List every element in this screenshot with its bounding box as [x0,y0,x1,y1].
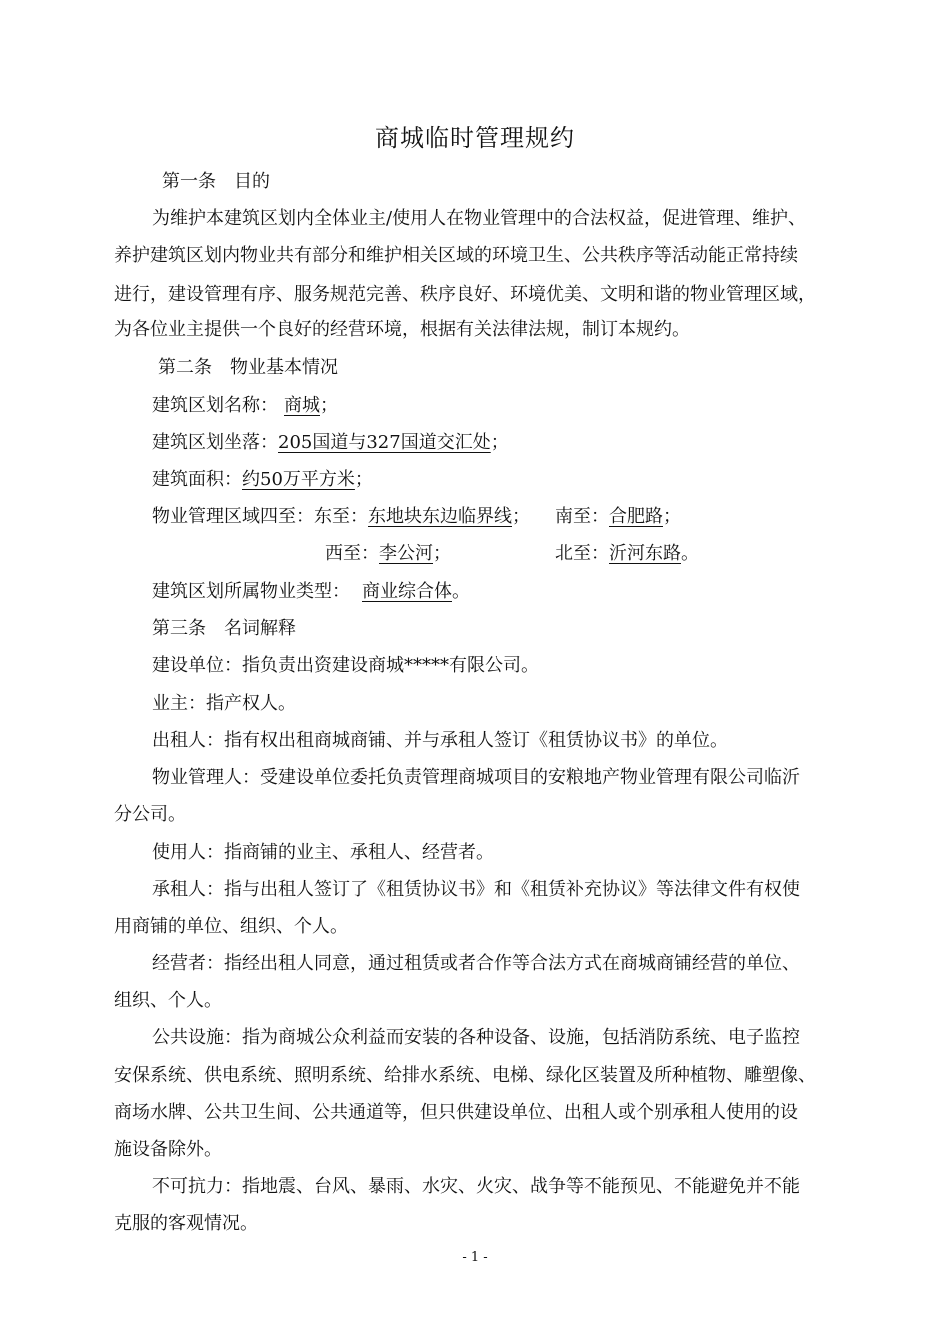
article-1-line: 养护建筑区划内物业共有部分和维护相关区域的环境卫生、公共秩序等活动能正常持续 [114,245,798,266]
page-number: - 1 - [462,1250,488,1265]
article-1-line: 进行，建设管理有序、服务规范完善、秩序良好、环境优美、文明和谐的物业管理区域， [114,284,816,305]
punctuation: ； [320,395,338,416]
punctuation: ； [433,543,451,564]
property-location-row [152,431,509,455]
north-value: 沂河东路 [609,543,681,564]
definition-line: 安保系统、供电系统、照明系统、给排水系统、电梯、绿化区装置及所种植物、雕塑像、 [114,1065,816,1086]
punctuation: 。 [452,581,470,602]
definition-line: 承租人：指与出租人签订了《租赁协议书》和《租赁补充协议》等法律文件有权使 [152,879,800,900]
definition-line: 施设备除外。 [114,1139,222,1160]
definition-line: 公共设施：指为商城公众利益而安装的各种设备、设施，包括消防系统、电子监控 [152,1027,800,1048]
definition-line: 不可抗力：指地震、台风、暴雨、水灾、火灾、战争等不能预见、不能避免并不能 [152,1176,800,1197]
definition-line: 商场水牌、公共卫生间、公共通道等，但只供建设单位、出租人或个别承租人使用的设 [114,1102,798,1123]
article-3-heading: 第三条 名词解释 [152,618,296,639]
property-type-value: 商业综合体 [362,581,452,602]
property-area-value: 约50万平方米 [242,469,355,490]
property-area-label: 建筑面积： [152,469,242,490]
property-type-row [152,580,470,604]
document-title: 商城临时管理规约 [375,124,575,152]
west-label: 西至： [325,543,379,564]
south-value: 合肥路 [609,506,663,527]
article-2-heading: 第二条 物业基本情况 [158,357,338,378]
article-1-line: 为各位业主提供一个良好的经营环境，根据有关法律法规，制订本规约。 [114,319,690,340]
north-label: 北至： [555,543,609,564]
definition-line: 分公司。 [114,804,186,825]
property-location-value: 205国道与327国道交汇处 [278,432,491,453]
property-name-row [152,394,338,418]
article-1-line: 为维护本建筑区划内全体业主/使用人在物业管理中的合法权益，促进管理、维护、 [152,208,807,229]
punctuation: ； [354,469,373,490]
east-value: 东地块东边临界线 [368,506,512,527]
boundary-row-1 [152,505,530,529]
definition-line: 物业管理人：受建设单位委托负责管理商城项目的安粮地产物业管理有限公司临沂 [152,767,800,788]
property-name-value: 商城 [284,395,320,416]
east-label: 东至： [314,506,368,527]
definition-line: 克服的客观情况。 [114,1213,258,1234]
property-area-row [152,468,373,492]
west-value: 李公河 [379,543,433,564]
punctuation: ； [512,506,530,527]
punctuation: 。 [681,543,699,564]
definition-line: 建设单位：指负责出资建设商城*****有限公司。 [152,655,539,676]
boundary-west [325,542,451,566]
boundary-north [555,542,699,566]
property-location-label: 建筑区划坐落： [152,432,278,453]
definition-line: 出租人：指有权出租商城商铺、并与承租人签订《租赁协议书》的单位。 [152,730,728,751]
punctuation: ； [663,506,681,527]
property-name-label: 建筑区划名称： [152,395,278,416]
property-type-label: 建筑区划所属物业类型： [152,581,350,602]
definition-line: 用商铺的单位、组织、个人。 [114,916,348,937]
punctuation: ； [490,432,509,453]
south-label: 南至： [555,506,609,527]
definition-line: 组织、个人。 [114,990,222,1011]
article-1-heading: 第一条 目的 [162,171,270,192]
boundary-south [555,505,681,529]
definition-line: 业主：指产权人。 [152,693,296,714]
definition-line: 使用人：指商铺的业主、承租人、经营者。 [152,842,494,863]
boundary-label: 物业管理区域四至： [152,506,314,527]
definition-line: 经营者：指经出租人同意，通过租赁或者合作等合法方式在商城商铺经营的单位、 [152,953,800,974]
